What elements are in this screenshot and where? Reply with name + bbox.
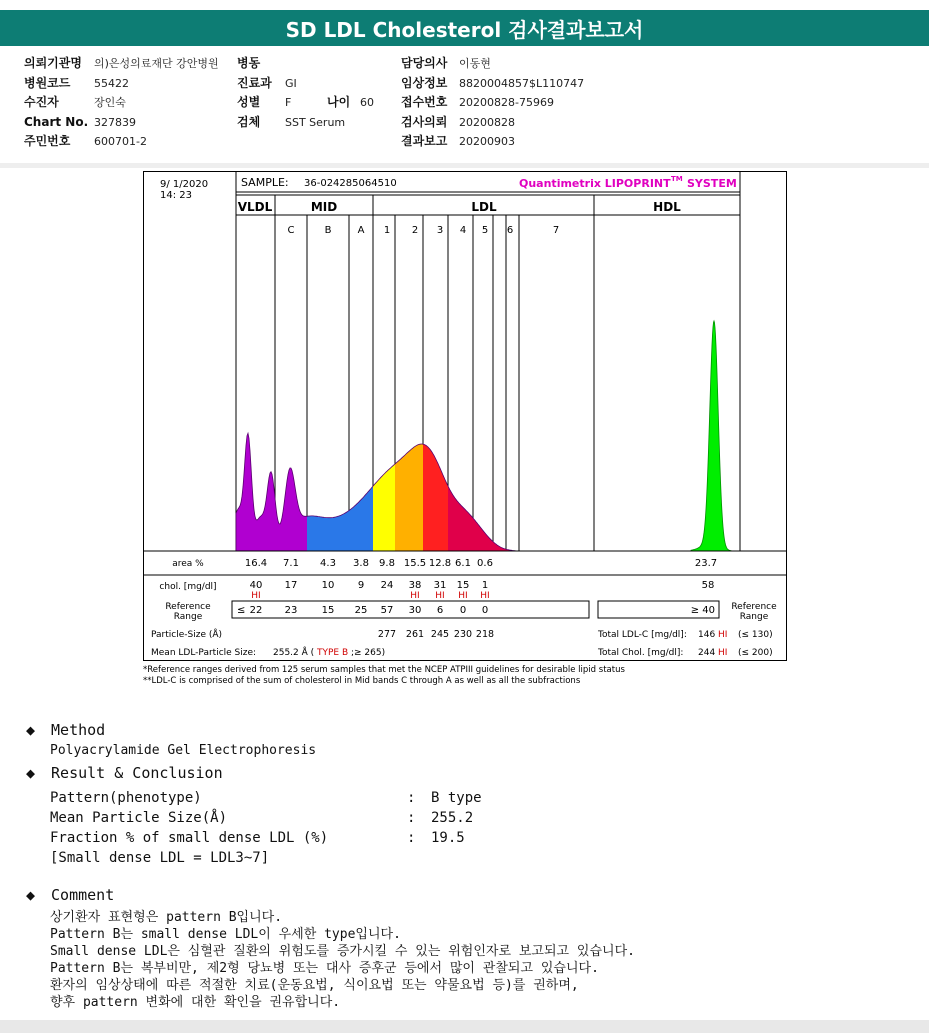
mean-label: Mean LDL-Particle Size: (151, 648, 257, 658)
band-label-C: C (287, 225, 295, 236)
comment-title: Comment (51, 886, 115, 904)
result-label-1: Pattern(phenotype) (50, 790, 202, 806)
chart-date: 9/ 1/2020 (160, 179, 209, 190)
comment-line: Pattern B는 small dense LDL이 우세한 type입니다. (50, 927, 401, 942)
info-label: 나이 (327, 95, 351, 109)
result-colon: : (407, 810, 416, 826)
band-label-A: A (357, 225, 365, 236)
area-value: 6.1 (455, 558, 471, 569)
hi-flag: HI (251, 591, 261, 601)
info-label: 수진자 (24, 95, 59, 109)
info-value: 600701-2 (94, 135, 147, 148)
area-label: area % (172, 559, 204, 569)
ref-label-1: Reference (165, 602, 211, 612)
particle-value: 277 (377, 629, 397, 640)
info-label: 진료과 (237, 75, 272, 90)
info-label: 결과보고 (401, 134, 448, 148)
result-colon: : (407, 830, 416, 846)
particle-value: 245 (430, 629, 450, 640)
hi-flag: HI (410, 591, 420, 601)
info-value: 의)은성의료재단 강안병원 (94, 57, 219, 70)
sample-value: 36-024285064510 (304, 178, 397, 189)
chol-label: chol. [mg/dl] (159, 582, 217, 592)
comment-line: Pattern B는 복부비만, 제2형 당뇨병 또는 대사 증후군 등에서 많이 관찰되고 있습니다. (50, 961, 599, 976)
hi-flag: HI (480, 591, 490, 601)
chol-value: 15 (456, 580, 470, 591)
ref-le: ≤ (237, 605, 246, 616)
info-column-2 (237, 54, 374, 132)
ref-value: 15 (321, 605, 335, 616)
ref-value: 0 (459, 605, 467, 616)
ref-value: 22 (249, 605, 263, 616)
footnote-2: **LDL-C is comprised of the sum of cholesterol in Mid bands C through A as well as all the subfractions (143, 676, 581, 686)
info-label: 성별 (237, 95, 261, 109)
sample-label: SAMPLE: (241, 176, 289, 189)
total-ldl-value: 146 (698, 630, 716, 640)
chol-value: 24 (380, 580, 394, 591)
info-value: 장인숙 (94, 96, 126, 109)
diamond-icon: ◆ (26, 721, 36, 739)
band-label-B: B (324, 225, 332, 236)
ref-value: 30 (408, 605, 422, 616)
info-label: 담당의사 (401, 56, 448, 70)
info-column-1 (24, 54, 219, 152)
info-value: 이동현 (459, 57, 491, 70)
lipoprint-chart (143, 171, 788, 691)
info-value: 327839 (94, 115, 136, 129)
mean-type: TYPE B (317, 648, 349, 658)
info-label: 접수번호 (401, 95, 448, 109)
ref-value: 0 (481, 605, 489, 616)
result-label-2: Mean Particle Size(Å) (50, 810, 228, 826)
area-value: 0.6 (477, 558, 493, 569)
ref-right-2: Range (739, 612, 769, 622)
area-value: 15.5 (403, 558, 427, 569)
total-chol-ref: (≤ 200) (738, 648, 773, 658)
bottom-bar (0, 1020, 929, 1033)
ref-value: 6 (436, 605, 444, 616)
info-value: 20200903 (459, 135, 515, 148)
chol-value: 1 (481, 580, 489, 591)
hdl-chol: 58 (701, 580, 715, 591)
result-heading (26, 764, 223, 782)
info-label: 검사의뢰 (401, 114, 448, 129)
total-chol-hi: HI (718, 648, 728, 658)
particle-value: 261 (405, 629, 425, 640)
chol-value: 40 (249, 580, 263, 591)
result-value-2: 255.2 (431, 810, 474, 826)
info-label: Chart No. (24, 114, 89, 129)
result-note: [Small dense LDL = LDL3~7] (50, 850, 270, 866)
area-value: 7.1 (283, 558, 299, 569)
total-ldl-label: Total LDL-C [mg/dl]: (598, 630, 687, 640)
brand-tm: TM (671, 175, 683, 183)
band-label-5: 5 (481, 225, 489, 236)
hdl-ref: ≥ 40 (690, 605, 715, 616)
chol-value: 10 (321, 580, 335, 591)
hdl-area: 23.7 (694, 558, 718, 569)
band-label-1: 1 (383, 225, 391, 236)
brand-name: Quantimetrix LIPOPRINT (519, 177, 671, 190)
result-colon: : (407, 790, 416, 806)
diamond-icon: ◆ (26, 764, 36, 782)
total-ldl-hi: HI (718, 630, 728, 640)
info-label: 병원코드 (24, 75, 71, 90)
hi-flag: HI (458, 591, 468, 601)
mean-tail: ;≥ 265) (351, 648, 386, 658)
ref-value: 23 (284, 605, 298, 616)
info-value: SST Serum (285, 115, 346, 129)
particle-values (378, 629, 494, 640)
diamond-icon: ◆ (26, 886, 36, 904)
footnote-1: *Reference ranges derived from 125 serum samples that met the NCEP ATPIII guidelines for desirable lipid status (143, 665, 625, 675)
info-label: 병동 (237, 56, 261, 70)
chart-time: 14: 23 (160, 190, 192, 201)
result-title: Result & Conclusion (51, 764, 223, 782)
brand-system: SYSTEM (687, 177, 737, 190)
comment-line: 향후 pattern 변화에 대한 확인을 권유합니다. (50, 995, 341, 1010)
band-label-6: 6 (506, 225, 514, 236)
area-value: 16.4 (244, 558, 268, 569)
hi-flag: HI (435, 591, 445, 601)
ref-label-2: Range (173, 612, 203, 622)
comment-line: 상기환자 표현형은 pattern B입니다. (50, 910, 283, 925)
info-label: 임상정보 (401, 75, 448, 90)
band-label-3: 3 (436, 225, 444, 236)
ref-value: 57 (380, 605, 394, 616)
comment-line: Small dense LDL은 심혈관 질환의 위험도를 증가시킬 수 있는 위험인자로 보고되고 있습니다. (50, 944, 635, 959)
info-value: 60 (360, 96, 374, 109)
area-values (245, 558, 493, 569)
area-value: 9.8 (379, 558, 395, 569)
band-label-7: 7 (552, 225, 560, 236)
method-heading (26, 721, 105, 739)
mean-value: 255.2 Å ( (273, 648, 315, 658)
chol-value: 17 (284, 580, 298, 591)
particle-value: 230 (453, 629, 473, 640)
comment-heading (26, 886, 114, 904)
area-value: 3.8 (353, 558, 369, 569)
area-value: 12.8 (428, 558, 452, 569)
band-label-2: 2 (411, 225, 419, 236)
info-column-3 (401, 54, 584, 152)
group-ldl: LDL (471, 200, 497, 214)
info-label: 주민번호 (24, 134, 71, 148)
result-value-1: B type (431, 790, 482, 806)
total-chol-value: 244 (698, 648, 716, 658)
total-ldl-ref: (≤ 130) (738, 630, 773, 640)
info-value: 55422 (94, 76, 129, 90)
report-title: SD LDL Cholesterol 검사결과보고서 (0, 10, 929, 46)
chol-value: 9 (357, 580, 365, 591)
section-divider (0, 163, 929, 168)
group-vldl: VLDL (237, 200, 273, 214)
chol-value: 31 (433, 580, 447, 591)
result-value-3: 19.5 (431, 830, 465, 846)
method-text: Polyacrylamide Gel Electrophoresis (50, 743, 317, 758)
particle-value: 218 (475, 629, 495, 640)
total-chol-label: Total Chol. [mg/dl]: (598, 648, 684, 658)
area-value: 4.3 (320, 558, 336, 569)
group-hdl: HDL (653, 200, 681, 214)
info-value: GI (285, 76, 297, 90)
info-value: 8820004857$L110747 (459, 76, 585, 90)
info-label: 검체 (237, 114, 261, 129)
info-value: 20200828-75969 (459, 96, 554, 109)
particle-label: Particle-Size (Å) (151, 630, 223, 640)
ref-value: 25 (354, 605, 368, 616)
result-label-3: Fraction % of small dense LDL (%) (50, 830, 329, 846)
ref-right-1: Reference (731, 602, 777, 612)
band-label-4: 4 (459, 225, 467, 236)
chol-value: 38 (408, 580, 422, 591)
info-value: 20200828 (459, 115, 515, 129)
info-value: F (285, 96, 292, 109)
info-label: 의뢰기관명 (24, 56, 82, 70)
method-title: Method (51, 721, 106, 739)
group-mid: MID (310, 200, 338, 214)
comment-line: 환자의 임상상태에 따른 적절한 치료(운동요법, 식이요법 또는 약물요법 등)를 권하며, (50, 978, 579, 993)
